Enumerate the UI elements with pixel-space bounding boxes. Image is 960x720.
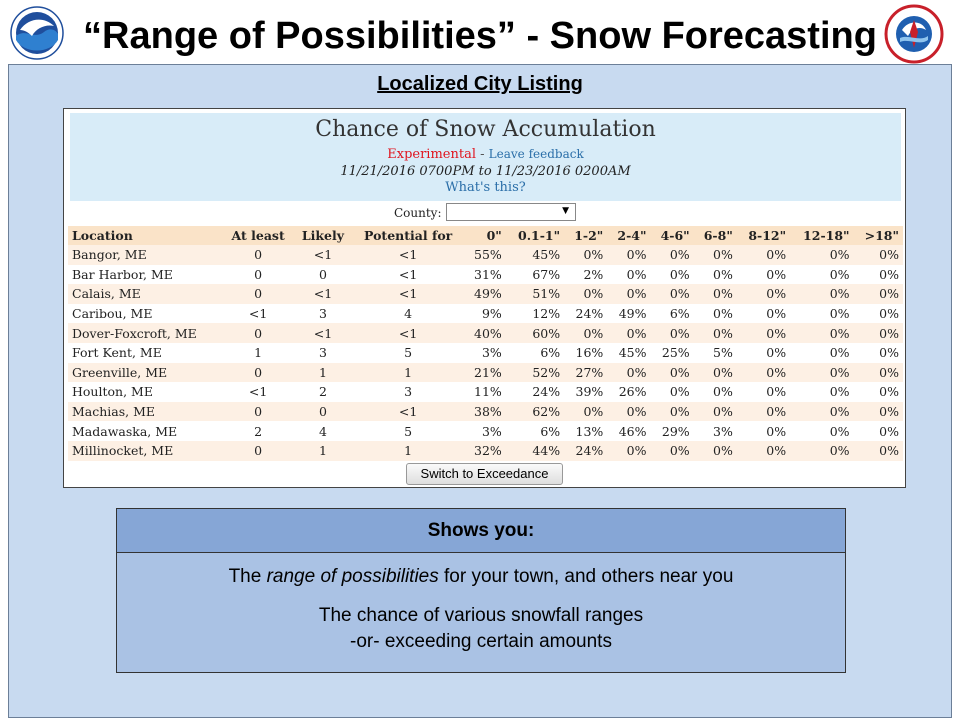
table-header-row	[68, 226, 903, 245]
value-cell: 0%	[607, 441, 650, 461]
value-cell: 0%	[790, 245, 853, 265]
value-cell: 9%	[481, 306, 502, 322]
column-header: 1-2"	[564, 226, 607, 245]
value-cell: 0%	[829, 423, 850, 439]
value-cell: 0	[223, 363, 294, 383]
value-cell: 0%	[713, 384, 733, 400]
value-cell: 0%	[879, 266, 899, 282]
experimental-label: Experimental	[387, 147, 476, 162]
help-link[interactable]: What's this?	[445, 180, 526, 195]
value-cell: 0%	[607, 402, 650, 422]
location-cell: Millinocket, ME	[68, 441, 223, 461]
column-header: 8-12"	[737, 226, 790, 245]
value-cell: 3%	[713, 423, 733, 439]
value-cell: <1	[352, 245, 464, 265]
table-row	[68, 441, 903, 461]
value-cell: 0%	[651, 323, 694, 343]
value-cell: 45%	[618, 345, 647, 361]
value-cell: 0%	[737, 245, 790, 265]
column-header: 0"	[464, 226, 506, 245]
county-label: County:	[394, 206, 442, 220]
forecast-header	[70, 113, 901, 201]
value-cell: 0	[294, 402, 352, 422]
value-cell: 0%	[651, 245, 694, 265]
value-cell: 62%	[506, 402, 564, 422]
value-cell: 0%	[879, 345, 899, 361]
value-cell: 6%	[540, 345, 561, 361]
value-cell: <1	[294, 284, 352, 304]
value-cell: 0%	[607, 363, 650, 383]
value-cell: 11%	[474, 384, 502, 400]
value-cell: 0%	[737, 363, 790, 383]
value-cell: 55%	[464, 245, 506, 265]
value-cell: 49%	[618, 306, 647, 322]
value-cell: 0%	[694, 245, 737, 265]
feedback-link[interactable]: Leave feedback	[488, 147, 584, 161]
value-cell: 0%	[669, 266, 690, 282]
value-cell: 0%	[766, 306, 787, 322]
nws-logo-icon	[882, 4, 946, 64]
location-cell: Machias, ME	[68, 402, 223, 422]
value-cell: 0%	[651, 284, 694, 304]
value-cell: 3	[404, 384, 413, 400]
table-row	[68, 304, 903, 324]
value-cell: 3%	[481, 423, 502, 439]
value-cell: 16%	[575, 345, 604, 361]
value-cell: 0%	[626, 266, 647, 282]
value-cell: 0%	[607, 323, 650, 343]
forecast-title: Chance of Snow Accumulation	[315, 117, 656, 142]
column-header: >18"	[854, 226, 903, 245]
value-cell: 0%	[854, 402, 903, 422]
location-cell: Fort Kent, ME	[72, 345, 162, 361]
column-header: Likely	[294, 226, 352, 245]
info-heading: Shows you:	[117, 509, 845, 553]
column-header: 12-18"	[790, 226, 853, 245]
value-cell: <1	[352, 402, 464, 422]
value-cell: 0%	[790, 284, 853, 304]
value-cell: <1	[248, 384, 268, 400]
location-cell: Bar Harbor, ME	[72, 266, 173, 282]
table-row	[68, 363, 903, 383]
value-cell: 3%	[481, 345, 502, 361]
table-row	[68, 284, 903, 304]
separator: -	[480, 147, 485, 162]
snow-table	[68, 226, 903, 461]
value-cell: 51%	[506, 284, 564, 304]
value-cell: 2	[254, 423, 263, 439]
value-cell: 0%	[829, 384, 850, 400]
date-range: 11/21/2016 0700PM to 11/23/2016 0200AM	[340, 164, 631, 179]
value-cell: 67%	[532, 266, 561, 282]
value-cell: 0%	[829, 266, 850, 282]
table-body	[68, 245, 903, 461]
value-cell: 1	[294, 363, 352, 383]
value-cell: 5	[404, 423, 413, 439]
value-cell: 0	[223, 284, 294, 304]
value-cell: <1	[294, 323, 352, 343]
column-header: 6-8"	[694, 226, 737, 245]
value-cell: 0%	[737, 441, 790, 461]
value-cell: 3	[318, 306, 327, 322]
value-cell: 31%	[474, 266, 502, 282]
table-row	[68, 265, 903, 285]
value-cell: 49%	[464, 284, 506, 304]
value-cell: 0%	[766, 345, 787, 361]
county-select[interactable]	[446, 203, 576, 221]
value-cell: 0%	[713, 266, 733, 282]
value-cell: 0%	[694, 284, 737, 304]
value-cell: <1	[352, 284, 464, 304]
value-cell: 12%	[532, 306, 561, 322]
location-cell: Houlton, ME	[72, 384, 153, 400]
value-cell: 24%	[575, 306, 604, 322]
value-cell: 0%	[854, 363, 903, 383]
dropdown-arrow-icon: ▼	[562, 206, 569, 216]
value-cell: 1	[254, 345, 263, 361]
value-cell: 4	[318, 423, 327, 439]
value-cell: 0%	[564, 284, 607, 304]
content-panel	[8, 64, 952, 718]
value-cell: 0%	[854, 323, 903, 343]
value-cell: 0%	[737, 323, 790, 343]
value-cell: <1	[294, 245, 352, 265]
info-line-2b: -or- exceeding certain amounts	[350, 631, 612, 652]
info-line-2a: The chance of various snowfall ranges	[318, 605, 644, 626]
value-cell: 40%	[464, 323, 506, 343]
value-cell: <1	[398, 266, 418, 282]
value-cell: 0%	[694, 402, 737, 422]
location-cell: Greenville, ME	[68, 363, 223, 383]
value-cell: 0%	[651, 402, 694, 422]
info-line-1-pre: The	[228, 566, 267, 587]
value-cell: 0%	[564, 402, 607, 422]
value-cell: 38%	[464, 402, 506, 422]
slide-title: “Range of Possibilities” - Snow Forecasting	[83, 15, 877, 57]
value-cell: 0%	[607, 284, 650, 304]
value-cell: 25%	[661, 345, 690, 361]
value-cell: 1	[352, 441, 464, 461]
value-cell: 0%	[854, 441, 903, 461]
value-cell: 0%	[766, 266, 787, 282]
value-cell: 3	[318, 345, 327, 361]
value-cell: 0%	[854, 245, 903, 265]
value-cell: 21%	[464, 363, 506, 383]
column-header: Potential for	[352, 226, 464, 245]
value-cell: 46%	[618, 423, 647, 439]
value-cell: 0%	[879, 384, 899, 400]
location-cell: Calais, ME	[68, 284, 223, 304]
switch-to-exceedance-button[interactable]: Switch to Exceedance	[406, 463, 563, 485]
column-header: 4-6"	[651, 226, 694, 245]
value-cell: 0	[223, 323, 294, 343]
value-cell: 24%	[532, 384, 561, 400]
experimental-line	[387, 147, 584, 162]
value-cell: 0%	[790, 363, 853, 383]
value-cell: 0%	[790, 402, 853, 422]
value-cell: 0%	[766, 384, 787, 400]
value-cell: 52%	[506, 363, 564, 383]
info-line-1-post: for your town, and others near you	[438, 566, 734, 587]
table-row	[68, 323, 903, 343]
value-cell: 39%	[575, 384, 604, 400]
value-cell: 26%	[618, 384, 647, 400]
value-cell: 0%	[669, 384, 690, 400]
county-filter	[64, 202, 905, 224]
value-cell: 44%	[506, 441, 564, 461]
value-cell: 0%	[879, 423, 899, 439]
location-cell: Caribou, ME	[72, 306, 153, 322]
value-cell: 0%	[694, 441, 737, 461]
value-cell: <1	[248, 306, 268, 322]
value-cell: 0%	[829, 345, 850, 361]
value-cell: 0%	[607, 245, 650, 265]
location-cell: Madawaska, ME	[72, 423, 178, 439]
value-cell: 6%	[669, 306, 690, 322]
value-cell: 0%	[829, 306, 850, 322]
info-line-1-emphasis: range of possibilities	[266, 566, 439, 587]
table-row	[68, 343, 903, 363]
value-cell: 0	[318, 266, 327, 282]
section-heading: Localized City Listing	[377, 73, 583, 95]
value-cell: 32%	[464, 441, 506, 461]
value-cell: 1	[294, 441, 352, 461]
column-header: Location	[68, 226, 223, 245]
value-cell: 0%	[737, 402, 790, 422]
table-row	[68, 421, 903, 441]
value-cell: 0%	[737, 284, 790, 304]
column-header: At least	[223, 226, 294, 245]
info-line-1	[117, 565, 845, 589]
column-header: 2-4"	[607, 226, 650, 245]
value-cell: 45%	[506, 245, 564, 265]
value-cell: 4	[404, 306, 413, 322]
value-cell: 6%	[540, 423, 561, 439]
value-cell: 0%	[713, 306, 733, 322]
value-cell: 0%	[854, 284, 903, 304]
value-cell: <1	[352, 323, 464, 343]
value-cell: 0	[223, 245, 294, 265]
value-cell: 27%	[564, 363, 607, 383]
info-box	[116, 508, 846, 673]
value-cell: 29%	[661, 423, 690, 439]
value-cell: 0%	[651, 363, 694, 383]
value-cell: 0%	[564, 323, 607, 343]
value-cell: 2%	[583, 266, 604, 282]
value-cell: 13%	[575, 423, 604, 439]
value-cell: 2	[318, 384, 327, 400]
column-header: 0.1-1"	[506, 226, 564, 245]
table-row	[68, 382, 903, 402]
value-cell: 0	[223, 441, 294, 461]
table-row	[68, 245, 903, 265]
value-cell: 0%	[879, 306, 899, 322]
location-cell: Bangor, ME	[68, 245, 223, 265]
table-row	[68, 402, 903, 422]
value-cell: 60%	[506, 323, 564, 343]
value-cell: 5	[404, 345, 413, 361]
value-cell: 1	[352, 363, 464, 383]
location-cell: Dover-Foxcroft, ME	[68, 323, 223, 343]
info-line-2	[117, 603, 845, 655]
value-cell: 0%	[694, 363, 737, 383]
value-cell: 0%	[766, 423, 787, 439]
value-cell: 5%	[713, 345, 733, 361]
value-cell: 0%	[694, 323, 737, 343]
value-cell: 24%	[564, 441, 607, 461]
value-cell: 0%	[790, 441, 853, 461]
value-cell: 0%	[651, 441, 694, 461]
city-listing-screenshot	[63, 108, 906, 488]
value-cell: 0	[223, 402, 294, 422]
value-cell: 0	[254, 266, 263, 282]
value-cell: 0%	[564, 245, 607, 265]
value-cell: 0%	[790, 323, 853, 343]
